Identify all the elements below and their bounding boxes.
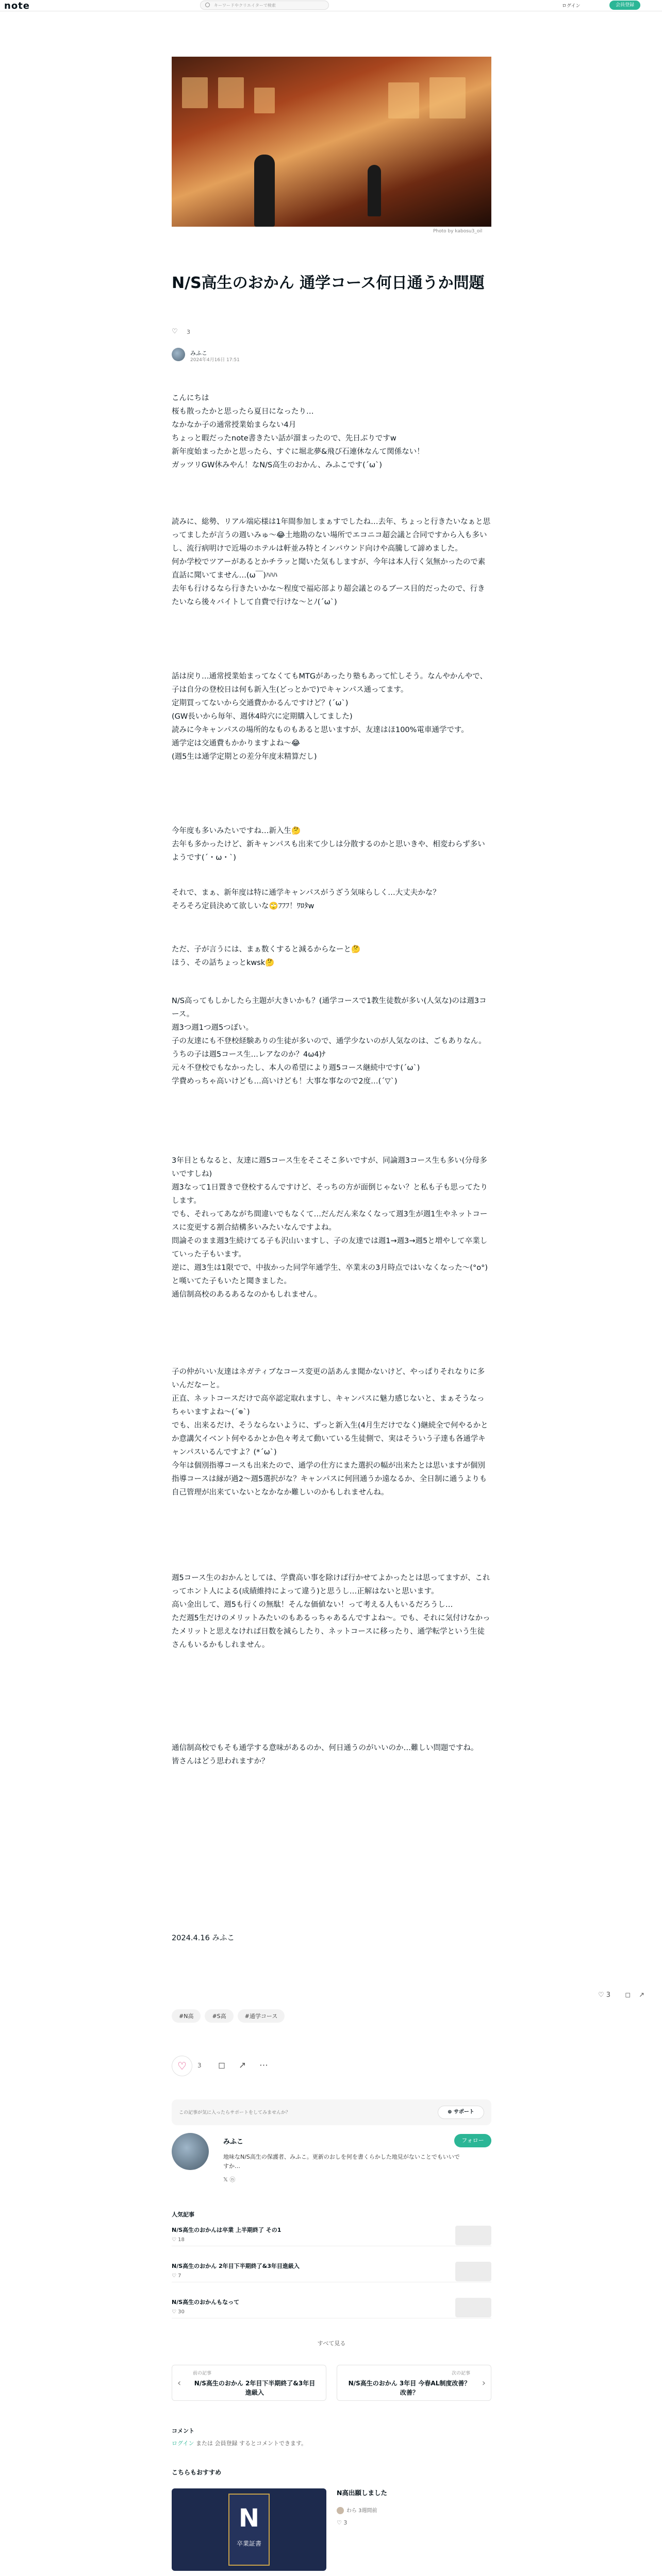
next-article-link[interactable]: › 次の記事 N/S高生のおかん 3年目 今春AL制度改善？改善？ <box>337 2365 491 2401</box>
paragraph: 週5コース生のおかんとしては、学費高い事を除けば行かせてよかったとは思ってますが、これってホント人による(成績維持によって違う)と思うし…正解はないと思います。 高い金出して、週5も行くの無駄！そんな価値ない！って考える人もいるだろうし… ただ週5生だけのメリットみたいのもあるっちゃあるんですよね〜。でも、それに気付けなかったメリットと思えなければ日数を減らしたり、ネットコースに移ったり、通学転学という生徒さんもいるかもしれません。 <box>172 1574 490 1649</box>
creator-name[interactable]: みふこ <box>223 2138 244 2146</box>
author-name[interactable]: みふこ <box>190 350 207 357</box>
hashtag-list <box>172 2009 285 2023</box>
like-count: 3 <box>197 2062 202 2069</box>
popular-heading: 人気記事 <box>172 2211 194 2218</box>
paragraph: 通信制高校でもそも通学する意味があるのか、何日通うのがいいのか…難しい問題ですね。 皆さんはどう思われますか？ <box>172 1744 478 1766</box>
recommend-card[interactable]: N高出願しました わら 3週間前 ♡ 3 <box>337 2489 387 2526</box>
follow-button[interactable]: フォロー <box>454 2134 491 2147</box>
like-button[interactable]: ♡ <box>172 2056 192 2076</box>
search-icon <box>205 3 210 7</box>
paragraph: 今年度も多いみたいですね…新入生🤔 去年も多かったけど、新キャンパスも出来て少しは分散するのかと思いきや、相変わらず多いようです(´・ω・`) <box>172 827 485 862</box>
paragraph: こんにちは 桜も散ったかと思ったら夏日になったり… なかなか子の通常授業始まらない4月 ちょっと暇だったnote書きたい話が溜まったので、先日ぶりですw 新年度始まったかと思ったら、すぐに堀北夢&飛び石連休なんて関係ない！ ガッツリGW休みやん！なN/S高生のおかん、みふこです(´ω`) <box>172 394 424 469</box>
like-button[interactable]: ♡ 3 <box>598 1991 611 1999</box>
chevron-left-icon: ‹ <box>177 2378 181 2388</box>
social-links[interactable]: 𝕏 ⓝ <box>223 2176 236 2183</box>
share-icon[interactable]: ↗ <box>639 1991 645 1999</box>
comment-login-prompt: ログイン または 会員登録 するとコメントできます。 <box>172 2440 307 2447</box>
creator-bio: 地味なN/S高生の保護者、みふこ。更新のおしを何を書くらかした地見がないことでもいいですか… <box>223 2154 460 2170</box>
paragraph: 話は戻り…通常授業始まってなくてもMTGがあったり塾もあって忙しそう。なんやかんやで、子は自分の登校日は何も新入生(どっとかで)でキャンパス通ってます。 定期買ってないから交通費かかるんですけど？(´ω`) (GW長いから毎年、週休4時穴に定期購入してました) 読みに今キャンパスの場所的なものもあると思いますが、友達はほ100%電車通学です。 通学定は交通費もかかりますよね〜😂 (週5生は通学定期との差分年度末精算だし) <box>172 672 488 761</box>
more-icon[interactable]: ⋯ <box>259 2060 268 2071</box>
signup-button[interactable]: 会員登録 <box>609 1 640 10</box>
paragraph: 読みに、総勢、リアル端応様は1年間参加しまぁすでしたね…去年、ちょっと行きたいなぁと思ってましたが言うの週いみゅ〜😂土地勘のない場所でエコニコ超会議と合同ですから入も多いし、流行病明けで近場のホテルは軒並み特とインバウンド向けや高騰して諦めました。 何か学校でツアーがあるとかチラッと聞いた気もしますが、今年は本人行く気無かったので素直話に聞いてません…(ω￣)ﾊﾊﾊ 去年も行けるなら行きたいかな〜程度で福応部より超会議とのるブース目的だったので、行きたいなら後々バイトして自費で行けな〜とﾉ(´ω`) <box>172 518 491 606</box>
list-item[interactable]: N/S高生のおかんもなって ♡ 30 <box>172 2298 491 2318</box>
hero-image <box>172 57 491 227</box>
support-box <box>172 2099 491 2125</box>
login-link[interactable]: ログイン <box>562 4 581 9</box>
paragraph: 子の仲がいい友達はネガティブなコース変更の話あんま聞かないけど、やっぱりそれなりに多いんだなーと。 正直、ネットコースだけで高卒認定取れますし、キャンパスに魅力感じないと、まぁそうなっちゃいますよね〜(´𖦹`) でも、出来るだけ、そうならないように、ずっと新入生(4月生だけでなく)継続全で何やるかとか意講欠イベント何やるかとか色々考えて動いている生徒側で、実はそういう子達も各通学キャンパスいるんですよ？(*´ω`) 今年は個別指導コースも出来たので、通学の仕方にまた選択の幅が出来たとは思いますが個別指導コースは縁が過2〜週5選択がな？キャンパスに何回通うか遠なるか、全日制に通うよりも自己管理が出来ていないとなかなか難しいのかもしれませんね。 <box>172 1368 488 1497</box>
see-all-link[interactable]: すべて見る <box>317 2340 346 2347</box>
hashtag[interactable]: #N高 <box>172 2009 201 2023</box>
article-title: N/S高生のおかん 通学コース何日通うか問題 <box>172 274 485 292</box>
recommend-card[interactable]: N 卒業証書 <box>172 2488 326 2576</box>
creator-avatar[interactable] <box>172 2133 209 2170</box>
search-placeholder: キーワードやクリエイターで検索 <box>214 3 276 8</box>
like-count: 3 <box>187 329 190 335</box>
comment-icon[interactable]: ◻ <box>218 2060 226 2071</box>
avatar[interactable] <box>172 348 185 361</box>
list-item[interactable]: N/S高生のおかん 2年目下半期終了&3年目進級入 ♡ 7 <box>172 2262 491 2282</box>
paragraph: N/S高ってもしかしたら主題が大きいかも？(通学コースで1教生徒数が多い(人気な)のは週3コース。 週3つ週1つ週5つぽい。 子の友達にも不登校経験ありの生徒が多いので、通学少ないのが人気なのは、ごもありなん。 うちの子は週5コース生…レアなのか？4ω4)ﾅ 元々不登校でもなかったし、本人の希望により週5コース継続中です(´ω`) 学費めっちゃ高いけども…高いけども！大事な事なので2度…(´▽`) <box>172 997 487 1086</box>
paragraph: それで、まぁ、新年度は特に通学キャンパスがうざう気味らしく…大丈夫かな？ そろそろ定員決めて欲しいな🙄ﾌﾌﾌ！ﾜﾛﾀw <box>172 889 440 910</box>
note-logo[interactable]: note <box>4 1 30 11</box>
post-date: 2024年4月16日 17:51 <box>190 358 240 363</box>
prev-article-link[interactable]: ‹ 前の記事 N/S高生のおかん 2年目下半期終了&3年目進級入 <box>172 2365 326 2401</box>
share-icon[interactable]: ↗ <box>239 2060 246 2071</box>
signature-date: 2024.4.16 みふこ <box>172 1934 235 1942</box>
side-actions <box>598 1991 651 1999</box>
comment-login-link[interactable]: ログイン <box>172 2440 194 2447</box>
recommend-heading: こちらもおすすめ <box>172 2469 222 2476</box>
hashtag[interactable]: #通学コース <box>238 2009 285 2023</box>
support-text: この記事が気に入ったらサポートをしてみませんか？ <box>179 2110 291 2115</box>
list-item[interactable]: N/S高生のおかんは卒業 上半期終了 その1 ♡ 18 <box>172 2226 491 2246</box>
hashtag[interactable]: #S高 <box>205 2009 233 2023</box>
paragraph: 3年目ともなると、友達に週5コース生をそこそこ多いですが、同論週3コース生も多い(分母多いですしね) 週3なって1日置きで登校するんですけど、そっちの方が面倒じゃない？と私も子も思ってたりします。 でも、それってあながち間違いでもなくて…だんだん来なくなって週3生が週1生やネットコースに変更する割合結構多いみたいなんですよね。 問論そのまま週3生続けてる子も沢山いますし、子の友達では週1→週3→週5と増やして卒業していった子もいます。 逆に、週3生は1限でで、中抜かった同学年通学生、卒業末の3月時点ではいなくなった〜(°o°)と嘆いてた子もいたと聞きました。 通信制高校のあるあるなのかもしれません。 <box>172 1157 488 1299</box>
comment-heading: コメント <box>172 2428 194 2434</box>
site-header <box>0 0 662 11</box>
creator-profile <box>172 2133 491 2195</box>
comment-icon[interactable]: ◻ <box>625 1991 631 1999</box>
heart-icon[interactable]: ♡ <box>172 328 178 335</box>
search-input[interactable] <box>200 1 329 10</box>
chevron-right-icon: › <box>482 2378 486 2388</box>
photo-credit[interactable]: Photo by kabosu3_oil <box>433 229 483 234</box>
paragraph: ただ、子が言うには、まぁ数くすると減るからなーと🤔 ほう、その話ちょっとkwsk🤔 <box>172 945 361 967</box>
support-button[interactable]: ⊕ サポート <box>438 2106 484 2119</box>
